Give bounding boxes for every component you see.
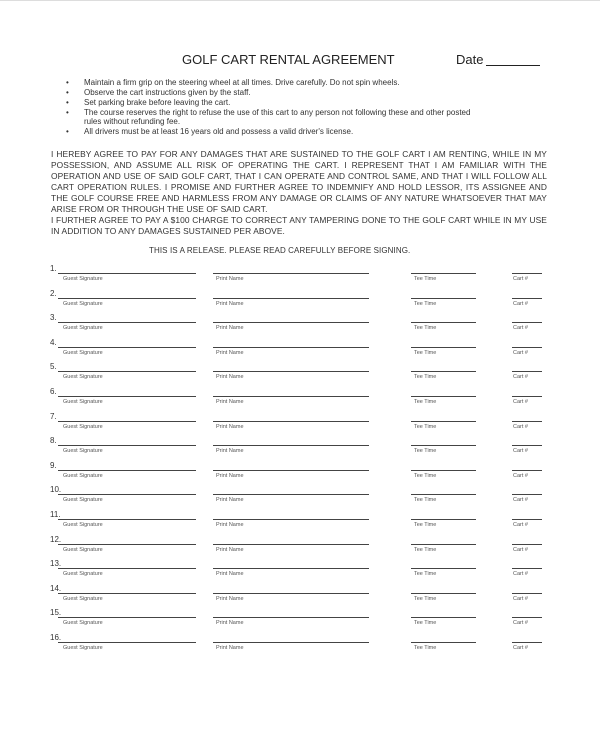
cart-number-caption: Cart # xyxy=(513,522,528,528)
print-name-line[interactable] xyxy=(213,494,369,495)
signature-row xyxy=(0,338,600,362)
cart-number-line[interactable] xyxy=(512,298,542,299)
guest-signature-caption: Guest Signature xyxy=(63,423,103,430)
guest-signature-caption: Guest Signature xyxy=(63,595,103,602)
rule-item xyxy=(66,127,470,136)
signature-row xyxy=(0,313,600,337)
guest-signature-line[interactable] xyxy=(58,568,196,569)
cart-number-line[interactable] xyxy=(512,519,542,520)
cart-number-caption: Cart # xyxy=(513,448,528,455)
row-number: 1. xyxy=(50,264,57,273)
rule-item xyxy=(66,88,470,97)
guest-signature-caption: Guest Signature xyxy=(63,571,103,578)
cart-number-line[interactable] xyxy=(512,396,542,397)
print-name-caption: Print Name xyxy=(216,300,244,307)
row-number: 11. xyxy=(50,510,61,519)
print-name-caption: Print Name xyxy=(216,472,244,479)
cart-number-caption: Cart # xyxy=(513,423,528,430)
signature-row xyxy=(0,633,600,657)
tee-time-caption: Tee Time xyxy=(414,325,437,332)
signature-row xyxy=(0,608,600,632)
tee-time-caption: Tee Time xyxy=(414,645,437,651)
tee-time-caption: Tee Time xyxy=(414,374,437,381)
print-name-line[interactable] xyxy=(213,371,369,372)
print-name-line[interactable] xyxy=(213,544,369,545)
signature-row xyxy=(0,436,600,460)
tee-time-caption: Tee Time xyxy=(414,571,437,578)
guest-signature-line[interactable] xyxy=(58,421,196,422)
cart-number-caption: Cart # xyxy=(513,300,528,307)
cart-number-line[interactable] xyxy=(512,544,542,545)
guest-signature-line[interactable] xyxy=(58,396,196,397)
print-name-line[interactable] xyxy=(213,470,369,471)
agreement-paragraph: I HEREBY AGREE TO PAY FOR ANY DAMAGES THAT ARE SUSTAINED TO THE GOLF CART I AM RENTING, WHILE IN MY POSSESSION, AND ASSUME ALL RISK OF OPERATING THE CART. I REPRESENT THAT I AM FAMILIAR WITH THE OPERATION AND USE OF SAID GOLF CART, THAT I CAN OPERATE AND CONTROL SAME, AND THAT I WILL FOLLOW ALL CART OPERATION RULES. I PROMISE AND FURTHER AGREE TO INDEMNIFY AND HOLD LESSOR, ITS ASSIGNEE AND THE GOLF COURSE FREE AND HARMLESS FROM ANY DAMAGE OR CLAIMS OF ANY NATURE WHATSOEVER THAT MAY ARISE FROM OR THROUGH THE USE OF SAID CART. xyxy=(51,149,547,214)
guest-signature-line[interactable] xyxy=(58,298,196,299)
tee-time-caption: Tee Time xyxy=(414,620,437,627)
cart-number-caption: Cart # xyxy=(513,571,528,578)
tee-time-caption: Tee Time xyxy=(414,546,437,553)
tee-time-line[interactable] xyxy=(411,445,476,446)
row-number: 12. xyxy=(50,534,62,544)
cart-number-caption: Cart # xyxy=(513,497,528,504)
guest-signature-caption: Guest Signature xyxy=(63,349,103,356)
release-notice: THIS IS A RELEASE. PLEASE READ CAREFULLY BEFORE SIGNING. xyxy=(149,246,411,255)
guest-signature-line[interactable] xyxy=(58,494,196,495)
row-number: 5. xyxy=(50,362,57,372)
signature-row xyxy=(0,584,600,608)
bullet-icon: • xyxy=(66,78,69,87)
print-name-caption: Print Name xyxy=(216,399,244,405)
cart-number-caption: Cart # xyxy=(513,349,528,356)
print-name-caption: Print Name xyxy=(216,325,244,332)
guest-signature-line[interactable] xyxy=(58,544,196,545)
print-name-line[interactable] xyxy=(213,617,369,618)
cart-number-line[interactable] xyxy=(512,421,542,422)
row-number: 7. xyxy=(50,411,57,421)
print-name-line[interactable] xyxy=(213,593,369,594)
cart-number-caption: Cart # xyxy=(513,399,528,405)
guest-signature-line[interactable] xyxy=(58,347,196,348)
cart-number-caption: Cart # xyxy=(513,546,528,553)
date-label: Date xyxy=(456,52,484,67)
cart-number-line[interactable] xyxy=(512,494,542,495)
print-name-line[interactable] xyxy=(213,273,369,274)
guest-signature-caption: Guest Signature xyxy=(63,300,103,307)
print-name-caption: Print Name xyxy=(216,374,244,381)
row-number: 3. xyxy=(50,313,57,323)
guest-signature-caption: Guest Signature xyxy=(63,276,103,282)
tee-time-caption: Tee Time xyxy=(414,448,437,455)
tee-time-line[interactable] xyxy=(411,568,476,569)
tee-time-caption: Tee Time xyxy=(414,472,437,479)
tee-time-line[interactable] xyxy=(411,470,476,471)
row-number: 10. xyxy=(50,485,62,495)
guest-signature-line[interactable] xyxy=(58,519,196,520)
bullet-icon: • xyxy=(66,127,69,136)
print-name-line[interactable] xyxy=(213,568,369,569)
guest-signature-caption: Guest Signature xyxy=(63,472,103,479)
tee-time-caption: Tee Time xyxy=(414,522,437,528)
guest-signature-line[interactable] xyxy=(58,371,196,372)
guest-signature-caption: Guest Signature xyxy=(63,497,103,504)
row-number: 4. xyxy=(50,337,57,347)
cart-number-caption: Cart # xyxy=(513,276,528,282)
guest-signature-caption: Guest Signature xyxy=(63,620,103,627)
bullet-icon: • xyxy=(66,98,69,107)
rule-text: All drivers must be at least 16 years old and possess a valid driver's license. xyxy=(84,127,354,136)
cart-number-line[interactable] xyxy=(512,347,542,348)
cart-number-caption: Cart # xyxy=(513,325,528,332)
row-number: 8. xyxy=(50,436,57,446)
rule-continuation: rules without refunding fee. xyxy=(84,117,181,126)
rules-list xyxy=(66,78,470,137)
cart-number-line[interactable] xyxy=(512,273,542,274)
rule-item xyxy=(66,98,470,107)
rule-text: Set parking brake before leaving the cart. xyxy=(84,98,231,107)
tee-time-line[interactable] xyxy=(411,298,476,299)
guest-signature-caption: Guest Signature xyxy=(63,374,103,381)
print-name-line[interactable] xyxy=(213,445,369,446)
print-name-caption: Print Name xyxy=(216,645,244,651)
cart-number-caption: Cart # xyxy=(513,645,528,651)
print-name-caption: Print Name xyxy=(216,620,244,627)
print-name-caption: Print Name xyxy=(216,448,244,455)
document-title: GOLF CART RENTAL AGREEMENT xyxy=(182,52,395,67)
tee-time-line[interactable] xyxy=(411,494,476,495)
tampering-paragraph: I FURTHER AGREE TO PAY A $100 CHARGE TO CORRECT ANY TAMPERING DONE TO THE GOLF CART WHILE IN MY USE IN ADDITION TO ANY DAMAGES SUSTAINED PER ABOVE. xyxy=(51,215,547,236)
tee-time-line[interactable] xyxy=(411,322,476,323)
signature-row xyxy=(0,535,600,559)
print-name-caption: Print Name xyxy=(216,546,244,553)
row-number: 16. xyxy=(50,633,62,642)
tee-time-line[interactable] xyxy=(411,544,476,545)
cart-number-caption: Cart # xyxy=(513,374,528,381)
guest-signature-line[interactable] xyxy=(58,445,196,446)
cart-number-caption: Cart # xyxy=(513,595,528,602)
tee-time-caption: Tee Time xyxy=(414,423,437,430)
signature-row xyxy=(0,289,600,313)
signature-row xyxy=(0,387,600,411)
signature-row xyxy=(0,264,600,288)
tee-time-line[interactable] xyxy=(411,396,476,397)
tee-time-line[interactable] xyxy=(411,642,476,643)
guest-signature-line[interactable] xyxy=(58,593,196,594)
tee-time-line[interactable] xyxy=(411,347,476,348)
cart-number-line[interactable] xyxy=(512,371,542,372)
print-name-line[interactable] xyxy=(213,642,369,643)
guest-signature-line[interactable] xyxy=(58,642,196,643)
signature-row xyxy=(0,412,600,436)
rule-text: Maintain a firm grip on the steering wheel at all times. Drive carefully. Do not spin wheels. xyxy=(84,78,400,87)
print-name-caption: Print Name xyxy=(216,276,244,282)
guest-signature-caption: Guest Signature xyxy=(63,325,103,332)
print-name-line[interactable] xyxy=(213,396,369,397)
signature-row xyxy=(0,362,600,386)
tee-time-line[interactable] xyxy=(411,371,476,372)
guest-signature-caption: Guest Signature xyxy=(63,645,103,651)
guest-signature-caption: Guest Signature xyxy=(63,448,103,455)
top-divider xyxy=(0,0,600,1)
tee-time-caption: Tee Time xyxy=(414,300,437,307)
rule-item xyxy=(66,108,470,126)
row-number: 14. xyxy=(50,583,62,593)
print-name-caption: Print Name xyxy=(216,423,244,430)
rule-text: The course reserves the right to refuse the use of this cart to any person not following these and other posted xyxy=(84,108,471,117)
rule-text: Observe the cart instructions given by the staff. xyxy=(84,88,251,97)
print-name-caption: Print Name xyxy=(216,571,244,578)
cart-number-caption: Cart # xyxy=(513,620,528,627)
guest-signature-caption: Guest Signature xyxy=(63,546,103,553)
guest-signature-line[interactable] xyxy=(58,617,196,618)
tee-time-caption: Tee Time xyxy=(414,399,437,405)
guest-signature-line[interactable] xyxy=(58,273,196,274)
print-name-line[interactable] xyxy=(213,298,369,299)
row-number: 9. xyxy=(50,460,57,470)
row-number: 15. xyxy=(50,608,62,618)
signature-row xyxy=(0,510,600,534)
signature-row xyxy=(0,485,600,509)
cart-number-line[interactable] xyxy=(512,593,542,594)
print-name-line[interactable] xyxy=(213,322,369,323)
cart-number-line[interactable] xyxy=(512,322,542,323)
tee-time-line[interactable] xyxy=(411,519,476,520)
guest-signature-line[interactable] xyxy=(58,470,196,471)
rule-item xyxy=(66,78,470,87)
print-name-line[interactable] xyxy=(213,421,369,422)
tee-time-caption: Tee Time xyxy=(414,349,437,356)
date-field[interactable] xyxy=(486,65,540,66)
signature-row xyxy=(0,461,600,485)
guest-signature-caption: Guest Signature xyxy=(63,399,103,405)
bullet-icon: • xyxy=(66,108,69,117)
print-name-caption: Print Name xyxy=(216,497,244,504)
tee-time-caption: Tee Time xyxy=(414,595,437,602)
tee-time-line[interactable] xyxy=(411,421,476,422)
cart-number-line[interactable] xyxy=(512,445,542,446)
print-name-caption: Print Name xyxy=(216,522,244,528)
cart-number-line[interactable] xyxy=(512,617,542,618)
row-number: 6. xyxy=(50,387,57,396)
row-number: 2. xyxy=(50,288,57,298)
cart-number-caption: Cart # xyxy=(513,472,528,479)
print-name-line[interactable] xyxy=(213,347,369,348)
tee-time-caption: Tee Time xyxy=(414,497,437,504)
row-number: 13. xyxy=(50,559,62,569)
cart-number-line[interactable] xyxy=(512,568,542,569)
guest-signature-line[interactable] xyxy=(58,322,196,323)
cart-number-line[interactable] xyxy=(512,470,542,471)
bullet-icon: • xyxy=(66,88,69,97)
print-name-caption: Print Name xyxy=(216,349,244,356)
print-name-caption: Print Name xyxy=(216,595,244,602)
cart-number-line[interactable] xyxy=(512,642,542,643)
tee-time-line[interactable] xyxy=(411,273,476,274)
signature-row xyxy=(0,559,600,583)
tee-time-line[interactable] xyxy=(411,593,476,594)
print-name-line[interactable] xyxy=(213,519,369,520)
tee-time-line[interactable] xyxy=(411,617,476,618)
guest-signature-caption: Guest Signature xyxy=(63,522,103,528)
tee-time-caption: Tee Time xyxy=(414,276,437,282)
